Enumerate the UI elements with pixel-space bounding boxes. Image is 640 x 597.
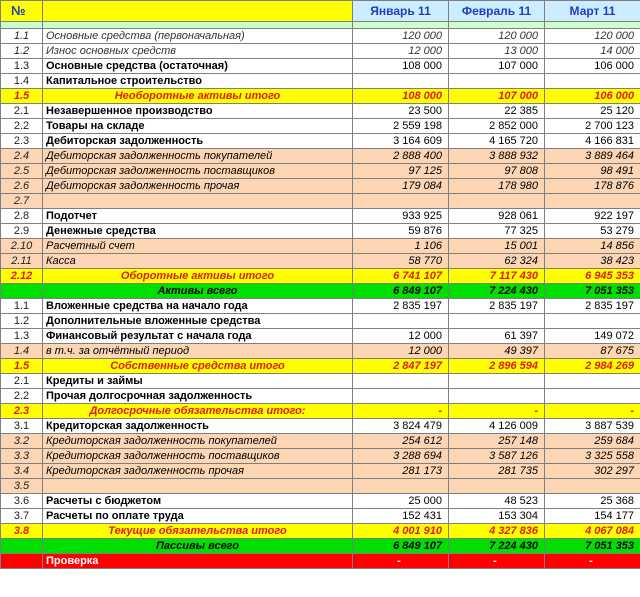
- row-value-cell-feb[interactable]: 257 148: [449, 434, 545, 449]
- table-row: [1, 194, 640, 209]
- row-value-cell-mar[interactable]: 106 000: [545, 89, 640, 104]
- row-value-cell-feb[interactable]: [449, 479, 545, 494]
- row-value-cell-feb[interactable]: 48 523: [449, 494, 545, 509]
- row-label-cell[interactable]: [43, 194, 353, 209]
- row-code-cell[interactable]: 1.4: [1, 74, 43, 89]
- row-value-cell-jan[interactable]: 3 288 694: [353, 449, 449, 464]
- table-row: [1, 494, 640, 509]
- row-value-cell-feb[interactable]: 15 001: [449, 239, 545, 254]
- row-code-cell[interactable]: [1, 284, 43, 299]
- row-value-cell-jan[interactable]: [353, 314, 449, 329]
- row-value-cell-feb[interactable]: -: [449, 554, 545, 569]
- table-row: [1, 524, 640, 539]
- row-value-cell-mar[interactable]: -: [545, 554, 640, 569]
- spacer-cell: [43, 22, 353, 29]
- row-label-cell[interactable]: Кредиторская задолженность: [43, 419, 353, 434]
- table-row: [1, 44, 640, 59]
- row-label-cell[interactable]: Кредиторская задолженность покупателей: [43, 434, 353, 449]
- row-label-cell[interactable]: Активы всего: [43, 284, 353, 299]
- row-value-cell-feb[interactable]: 4 327 836: [449, 524, 545, 539]
- table-row: [1, 284, 640, 299]
- row-code-cell[interactable]: 1.2: [1, 44, 43, 59]
- row-code-cell[interactable]: 3.2: [1, 434, 43, 449]
- row-value-cell-mar[interactable]: 14 856: [545, 239, 640, 254]
- row-code-cell[interactable]: 3.4: [1, 464, 43, 479]
- table-row: [1, 344, 640, 359]
- row-label-cell[interactable]: Кредиторская задолженность поставщиков: [43, 449, 353, 464]
- row-value-cell-feb[interactable]: 22 385: [449, 104, 545, 119]
- row-value-cell-feb[interactable]: 97 808: [449, 164, 545, 179]
- row-label-cell[interactable]: Необоротные активы итого: [43, 89, 353, 104]
- row-code-cell[interactable]: 2.5: [1, 164, 43, 179]
- row-label-cell[interactable]: Дебиторская задолженность: [43, 134, 353, 149]
- table-row: [1, 329, 640, 344]
- table-row: [1, 149, 640, 164]
- row-value-cell-feb[interactable]: 3 587 126: [449, 449, 545, 464]
- row-value-cell-jan[interactable]: 12 000: [353, 44, 449, 59]
- row-label-cell[interactable]: Незавершенное производство: [43, 104, 353, 119]
- table-row: [1, 89, 640, 104]
- row-label-cell[interactable]: Кредиторская задолженность прочая: [43, 464, 353, 479]
- row-value-cell-mar[interactable]: [545, 194, 640, 209]
- row-value-cell-mar[interactable]: 178 876: [545, 179, 640, 194]
- row-value-cell-mar[interactable]: 4 067 084: [545, 524, 640, 539]
- row-value-cell-jan[interactable]: 2 835 197: [353, 299, 449, 314]
- table-row: [1, 374, 640, 389]
- row-value-cell-jan[interactable]: 6 849 107: [353, 284, 449, 299]
- row-value-cell-feb[interactable]: 13 000: [449, 44, 545, 59]
- row-value-cell-feb[interactable]: 62 324: [449, 254, 545, 269]
- row-value-cell-mar[interactable]: 106 000: [545, 59, 640, 74]
- row-label-cell[interactable]: Дебиторская задолженность покупателей: [43, 149, 353, 164]
- row-value-cell-jan[interactable]: 3 164 609: [353, 134, 449, 149]
- header-month-jan[interactable]: Январь 11: [353, 1, 449, 22]
- row-value-cell-mar[interactable]: 14 000: [545, 44, 640, 59]
- row-code-cell[interactable]: 3.5: [1, 479, 43, 494]
- row-label-cell[interactable]: Проверка: [43, 554, 353, 569]
- row-value-cell-feb[interactable]: 7 224 430: [449, 284, 545, 299]
- row-value-cell-feb[interactable]: -: [449, 404, 545, 419]
- row-value-cell-feb[interactable]: 153 304: [449, 509, 545, 524]
- row-value-cell-feb[interactable]: 4 126 009: [449, 419, 545, 434]
- row-label-cell[interactable]: Подотчет: [43, 209, 353, 224]
- row-label-cell[interactable]: Дебиторская задолженность поставщиков: [43, 164, 353, 179]
- row-label-cell[interactable]: Товары на складе: [43, 119, 353, 134]
- table-row: [1, 314, 640, 329]
- row-label-cell[interactable]: Текущие обязательства итого: [43, 524, 353, 539]
- header-row: [1, 1, 640, 22]
- row-value-cell-jan[interactable]: [353, 194, 449, 209]
- table-row: [1, 239, 640, 254]
- row-label-cell[interactable]: Износ основных средств: [43, 44, 353, 59]
- row-code-cell[interactable]: 3.1: [1, 419, 43, 434]
- row-label-cell[interactable]: Кредиты и займы: [43, 374, 353, 389]
- row-value-cell-mar[interactable]: -: [545, 404, 640, 419]
- spacer-cell: [353, 22, 449, 29]
- row-label-cell[interactable]: Оборотные активы итого: [43, 269, 353, 284]
- row-value-cell-jan[interactable]: -: [353, 404, 449, 419]
- row-code-cell[interactable]: [1, 554, 43, 569]
- row-value-cell-mar[interactable]: [545, 374, 640, 389]
- spacer-row: [1, 22, 640, 29]
- row-value-cell-mar[interactable]: 3 325 558: [545, 449, 640, 464]
- table-row: [1, 179, 640, 194]
- table-row: [1, 554, 640, 569]
- row-value-cell-feb[interactable]: 7 224 430: [449, 539, 545, 554]
- row-code-cell[interactable]: 2.2: [1, 119, 43, 134]
- row-value-cell-jan[interactable]: 933 925: [353, 209, 449, 224]
- row-code-cell[interactable]: 2.4: [1, 149, 43, 164]
- header-month-mar[interactable]: Март 11: [545, 1, 640, 22]
- table-row: [1, 269, 640, 284]
- table-row: [1, 299, 640, 314]
- row-value-cell-mar[interactable]: 302 297: [545, 464, 640, 479]
- row-value-cell-mar[interactable]: 2 984 269: [545, 359, 640, 374]
- row-label-cell[interactable]: Дополнительные вложенные средства: [43, 314, 353, 329]
- row-value-cell-mar[interactable]: 25 120: [545, 104, 640, 119]
- table-row: [1, 224, 640, 239]
- row-value-cell-feb[interactable]: 281 735: [449, 464, 545, 479]
- row-value-cell-mar[interactable]: 120 000: [545, 29, 640, 44]
- table-row: [1, 104, 640, 119]
- row-value-cell-mar[interactable]: [545, 479, 640, 494]
- row-value-cell-feb[interactable]: 107 000: [449, 59, 545, 74]
- table-row: [1, 59, 640, 74]
- row-value-cell-jan[interactable]: 2 559 198: [353, 119, 449, 134]
- row-label-cell[interactable]: Пассивы всего: [43, 539, 353, 554]
- table-row: [1, 434, 640, 449]
- row-value-cell-jan[interactable]: 281 173: [353, 464, 449, 479]
- row-value-cell-mar[interactable]: 2 835 197: [545, 299, 640, 314]
- row-value-cell-jan[interactable]: 4 001 910: [353, 524, 449, 539]
- row-code-cell[interactable]: 2.9: [1, 224, 43, 239]
- table-row: [1, 134, 640, 149]
- row-value-cell-feb[interactable]: 178 980: [449, 179, 545, 194]
- row-value-cell-feb[interactable]: 49 397: [449, 344, 545, 359]
- row-label-cell[interactable]: в т.ч. за отчётный период: [43, 344, 353, 359]
- row-value-cell-feb[interactable]: [449, 314, 545, 329]
- table-row: [1, 449, 640, 464]
- row-value-cell-mar[interactable]: 3 887 539: [545, 419, 640, 434]
- table-row: [1, 479, 640, 494]
- row-value-cell-jan[interactable]: 1 106: [353, 239, 449, 254]
- row-code-cell[interactable]: 1.1: [1, 299, 43, 314]
- row-value-cell-feb[interactable]: [449, 194, 545, 209]
- row-value-cell-feb[interactable]: 2 835 197: [449, 299, 545, 314]
- row-value-cell-mar[interactable]: [545, 314, 640, 329]
- header-number-cell[interactable]: №: [1, 1, 43, 22]
- row-value-cell-mar[interactable]: 6 945 353: [545, 269, 640, 284]
- row-value-cell-jan[interactable]: -: [353, 554, 449, 569]
- table-row: [1, 404, 640, 419]
- row-value-cell-jan[interactable]: 6 741 107: [353, 269, 449, 284]
- row-code-cell[interactable]: 1.3: [1, 59, 43, 74]
- row-value-cell-feb[interactable]: [449, 74, 545, 89]
- table-row: [1, 389, 640, 404]
- row-value-cell-jan[interactable]: 97 125: [353, 164, 449, 179]
- row-value-cell-mar[interactable]: 53 279: [545, 224, 640, 239]
- row-value-cell-mar[interactable]: 2 700 123: [545, 119, 640, 134]
- row-value-cell-jan[interactable]: 12 000: [353, 329, 449, 344]
- row-code-cell[interactable]: 1.5: [1, 359, 43, 374]
- row-value-cell-mar[interactable]: 3 889 464: [545, 149, 640, 164]
- spacer-cell: [545, 22, 640, 29]
- row-value-cell-mar[interactable]: 25 368: [545, 494, 640, 509]
- row-code-cell[interactable]: 2.7: [1, 194, 43, 209]
- row-value-cell-feb[interactable]: 2 896 594: [449, 359, 545, 374]
- row-value-cell-jan[interactable]: 6 849 107: [353, 539, 449, 554]
- table-row: [1, 464, 640, 479]
- row-value-cell-feb[interactable]: 4 165 720: [449, 134, 545, 149]
- row-value-cell-jan[interactable]: 25 000: [353, 494, 449, 509]
- row-label-cell[interactable]: Касса: [43, 254, 353, 269]
- table-row: [1, 29, 640, 44]
- row-code-cell[interactable]: 1.1: [1, 29, 43, 44]
- row-value-cell-mar[interactable]: 38 423: [545, 254, 640, 269]
- row-value-cell-feb[interactable]: 2 852 000: [449, 119, 545, 134]
- row-label-cell[interactable]: Капитальное строительство: [43, 74, 353, 89]
- row-value-cell-jan[interactable]: 120 000: [353, 29, 449, 44]
- row-code-cell[interactable]: 2.6: [1, 179, 43, 194]
- row-value-cell-feb[interactable]: 77 325: [449, 224, 545, 239]
- row-label-cell[interactable]: Дебиторская задолженность прочая: [43, 179, 353, 194]
- row-value-cell-mar[interactable]: 259 684: [545, 434, 640, 449]
- row-code-cell[interactable]: 2.3: [1, 404, 43, 419]
- row-code-cell[interactable]: 3.8: [1, 524, 43, 539]
- row-value-cell-mar[interactable]: 922 197: [545, 209, 640, 224]
- row-value-cell-feb[interactable]: 3 888 932: [449, 149, 545, 164]
- table-row: [1, 359, 640, 374]
- table-row: [1, 119, 640, 134]
- row-value-cell-jan[interactable]: 2 888 400: [353, 149, 449, 164]
- row-value-cell-jan[interactable]: 254 612: [353, 434, 449, 449]
- row-code-cell[interactable]: 1.4: [1, 344, 43, 359]
- row-value-cell-jan[interactable]: 108 000: [353, 59, 449, 74]
- row-value-cell-mar[interactable]: [545, 74, 640, 89]
- row-code-cell[interactable]: 1.2: [1, 314, 43, 329]
- row-value-cell-jan[interactable]: [353, 479, 449, 494]
- row-value-cell-feb[interactable]: 7 117 430: [449, 269, 545, 284]
- table-row: [1, 509, 640, 524]
- row-value-cell-jan[interactable]: 58 770: [353, 254, 449, 269]
- row-code-cell[interactable]: 2.11: [1, 254, 43, 269]
- row-label-cell[interactable]: Долгосрочные обязательства итого:: [43, 404, 353, 419]
- row-value-cell-jan[interactable]: 179 084: [353, 179, 449, 194]
- row-code-cell[interactable]: [1, 539, 43, 554]
- row-label-cell[interactable]: Финансовый результат с начала года: [43, 329, 353, 344]
- row-value-cell-jan[interactable]: 23 500: [353, 104, 449, 119]
- spacer-cell: [1, 22, 43, 29]
- table-row: [1, 164, 640, 179]
- table-row: [1, 209, 640, 224]
- row-value-cell-feb[interactable]: 61 397: [449, 329, 545, 344]
- row-value-cell-feb[interactable]: [449, 374, 545, 389]
- row-code-cell[interactable]: 2.3: [1, 134, 43, 149]
- row-value-cell-jan[interactable]: 108 000: [353, 89, 449, 104]
- row-value-cell-feb[interactable]: 928 061: [449, 209, 545, 224]
- row-value-cell-jan[interactable]: 3 824 479: [353, 419, 449, 434]
- row-label-cell[interactable]: Собственные средства итого: [43, 359, 353, 374]
- row-value-cell-jan[interactable]: 152 431: [353, 509, 449, 524]
- row-code-cell[interactable]: 1.3: [1, 329, 43, 344]
- header-month-feb[interactable]: Февраль 11: [449, 1, 545, 22]
- row-code-cell[interactable]: 3.3: [1, 449, 43, 464]
- row-code-cell[interactable]: 2.12: [1, 269, 43, 284]
- row-label-cell[interactable]: Вложенные средства на начало года: [43, 299, 353, 314]
- table-row: [1, 254, 640, 269]
- row-code-cell[interactable]: 2.10: [1, 239, 43, 254]
- row-code-cell[interactable]: 2.1: [1, 104, 43, 119]
- row-value-cell-jan[interactable]: 12 000: [353, 344, 449, 359]
- row-value-cell-jan[interactable]: [353, 74, 449, 89]
- row-label-cell[interactable]: Расчетный счет: [43, 239, 353, 254]
- row-label-cell[interactable]: Расчеты с бюджетом: [43, 494, 353, 509]
- row-code-cell[interactable]: 3.7: [1, 509, 43, 524]
- row-label-cell[interactable]: Основные средства (остаточная): [43, 59, 353, 74]
- row-value-cell-mar[interactable]: 87 675: [545, 344, 640, 359]
- row-label-cell[interactable]: Прочая долгосрочная задолженность: [43, 389, 353, 404]
- row-value-cell-mar[interactable]: 154 177: [545, 509, 640, 524]
- header-title-cell[interactable]: [43, 1, 353, 22]
- row-code-cell[interactable]: 2.2: [1, 389, 43, 404]
- row-value-cell-mar[interactable]: 7 051 353: [545, 539, 640, 554]
- table-row: [1, 539, 640, 554]
- row-value-cell-mar[interactable]: 98 491: [545, 164, 640, 179]
- row-label-cell[interactable]: Основные средства (первоначальная): [43, 29, 353, 44]
- row-value-cell-jan[interactable]: 2 847 197: [353, 359, 449, 374]
- table-row: [1, 74, 640, 89]
- spacer-cell: [449, 22, 545, 29]
- row-label-cell[interactable]: Денежные средства: [43, 224, 353, 239]
- row-label-cell[interactable]: Расчеты по оплате труда: [43, 509, 353, 524]
- row-value-cell-jan[interactable]: 59 876: [353, 224, 449, 239]
- row-code-cell[interactable]: 2.1: [1, 374, 43, 389]
- row-value-cell-jan[interactable]: [353, 389, 449, 404]
- table-row: [1, 419, 640, 434]
- row-code-cell[interactable]: 2.8: [1, 209, 43, 224]
- row-value-cell-mar[interactable]: 7 051 353: [545, 284, 640, 299]
- row-value-cell-jan[interactable]: [353, 374, 449, 389]
- row-value-cell-mar[interactable]: 4 166 831: [545, 134, 640, 149]
- row-value-cell-feb[interactable]: 120 000: [449, 29, 545, 44]
- row-value-cell-feb[interactable]: 107 000: [449, 89, 545, 104]
- row-value-cell-feb[interactable]: [449, 389, 545, 404]
- row-code-cell[interactable]: 3.6: [1, 494, 43, 509]
- row-code-cell[interactable]: 1.5: [1, 89, 43, 104]
- row-value-cell-mar[interactable]: [545, 389, 640, 404]
- row-value-cell-mar[interactable]: 149 072: [545, 329, 640, 344]
- row-label-cell[interactable]: [43, 479, 353, 494]
